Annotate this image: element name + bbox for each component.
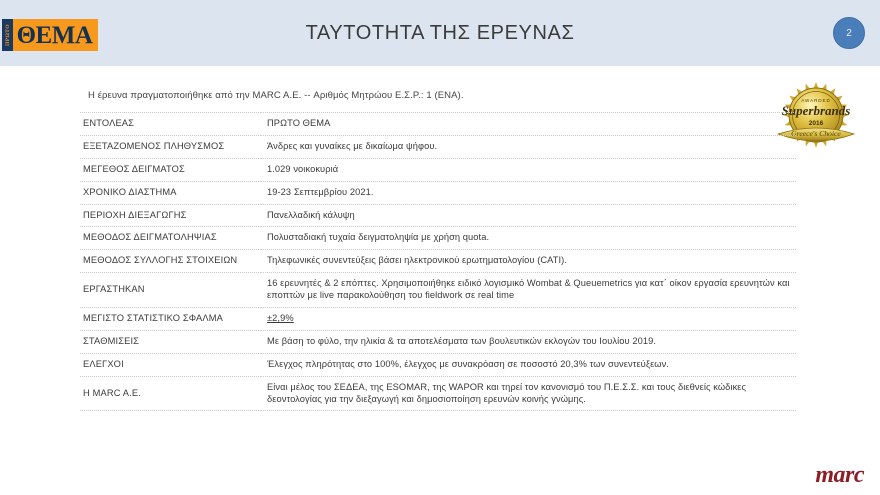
table-row (80, 204, 796, 227)
seal-ribbon-text: Greece's Choice (791, 129, 841, 138)
protothema-logo-word: ΘΕΜΑ (16, 21, 93, 49)
row-label: ΕΞΕΤΑΖΟΜΕΝΟΣ ΠΛΗΘΥΣΜΟΣ (80, 135, 261, 158)
table-row (80, 181, 796, 204)
row-value: 1.029 νοικοκυριά (261, 158, 796, 181)
row-label: ΕΛΕΓΧΟΙ (80, 353, 261, 376)
table-row (80, 273, 796, 308)
marc-company-logo: marc (815, 462, 864, 488)
row-label: ΕΝΤΟΛΕΑΣ (80, 113, 261, 136)
protothema-logo-vertical-label: ΠΡΩΤΟ (4, 24, 11, 46)
row-label: ΧΡΟΝΙΚΟ ΔΙΑΣΤΗΜΑ (80, 181, 261, 204)
table-row (80, 376, 796, 411)
survey-identity-table (80, 112, 796, 411)
protothema-logo-vertical-label-box (2, 19, 13, 51)
row-label: Η MARC A.E. (80, 376, 261, 411)
row-label: ΠΕΡΙΟΧΗ ΔΙΕΞΑΓΩΓΗΣ (80, 204, 261, 227)
table-row (80, 227, 796, 250)
seal-awarded-label: AWARDED (801, 98, 831, 103)
row-value: Είναι μέλος του ΣΕΔΕΑ, της ESOMAR, της WAPOR και τηρεί τον κανονισμό του Π.Ε.Σ.Σ. και τους διεθνείς κώδικες δεοντολογίας για την διεξαγωγή και δημοσιοποίηση ερευνών κοινής γνώμης. (261, 376, 796, 411)
row-label: ΜΕΓΕΘΟΣ ΔΕΙΓΜΑΤΟΣ (80, 158, 261, 181)
row-value: 16 ερευνητές & 2 επόπτες. Χρησιμοποιήθηκε ειδικό λογισμικό Wombat & Queuemetrics για κατ΄ οίκον εργασία ερευνητών και εποπτών με live παρακολούθηση του fieldwork σε real time (261, 273, 796, 308)
table-row (80, 330, 796, 353)
page-title: ΤΑΥΤΟΤΗΤΑ ΤΗΣ ΕΡΕΥΝΑΣ (305, 21, 575, 44)
page-number-badge: 2 (833, 17, 865, 49)
row-label: ΣΤΑΘΜΙΣΕΙΣ (80, 330, 261, 353)
row-value: Πολυσταδιακή τυχαία δειγματοληψία με χρήση quota. (261, 227, 796, 250)
table-row (80, 135, 796, 158)
survey-identity-table-body (80, 113, 796, 411)
protothema-logo (2, 19, 98, 51)
row-value: Με βάση το φύλο, την ηλικία & τα αποτελέσματα των βουλευτικών εκλογών του Ιουλίου 2019. (261, 330, 796, 353)
row-label: ΜΕΘΟΔΟΣ ΣΥΛΛΟΓΗΣ ΣΤΟΙΧΕΙΩΝ (80, 250, 261, 273)
table-row (80, 353, 796, 376)
row-value: Έλεγχος πληρότητας στο 100%, έλεγχος με συνακρόαση σε ποσοστό 20,3% των συνεντεύξεων. (261, 353, 796, 376)
row-value: 19-23 Σεπτεμβρίου 2021. (261, 181, 796, 204)
seal-year: 2016 (808, 120, 824, 127)
table-row (80, 250, 796, 273)
row-label: ΕΡΓΑΣΤΗΚΑΝ (80, 273, 261, 308)
row-value: Άνδρες και γυναίκες με δικαίωμα ψήφου. (261, 135, 796, 158)
row-label: ΜΕΓΙΣΤΟ ΣΤΑΤΙΣΤΙΚΟ ΣΦΑΛΜΑ (80, 308, 261, 331)
row-value: ±2,9% (261, 308, 796, 331)
table-row (80, 308, 796, 331)
row-value: ΠΡΩΤΟ ΘΕΜΑ (261, 113, 796, 136)
table-row (80, 158, 796, 181)
seal-brand-name: Superbrands (781, 103, 851, 118)
table-row (80, 113, 796, 136)
row-value: Τηλεφωνικές συνεντεύξεις βάσει ηλεκτρονικού ερωτηματολογίου (CATI). (261, 250, 796, 273)
intro-paragraph: Η έρευνα πραγματοποιήθηκε από την MARC A.E. -- Αριθμός Μητρώου Ε.Σ.Ρ.: 1 (ΕΝΑ). (88, 90, 464, 101)
row-value: Πανελλαδική κάλυψη (261, 204, 796, 227)
row-label: ΜΕΘΟΔΟΣ ΔΕΙΓΜΑΤΟΛΗΨΙΑΣ (80, 227, 261, 250)
